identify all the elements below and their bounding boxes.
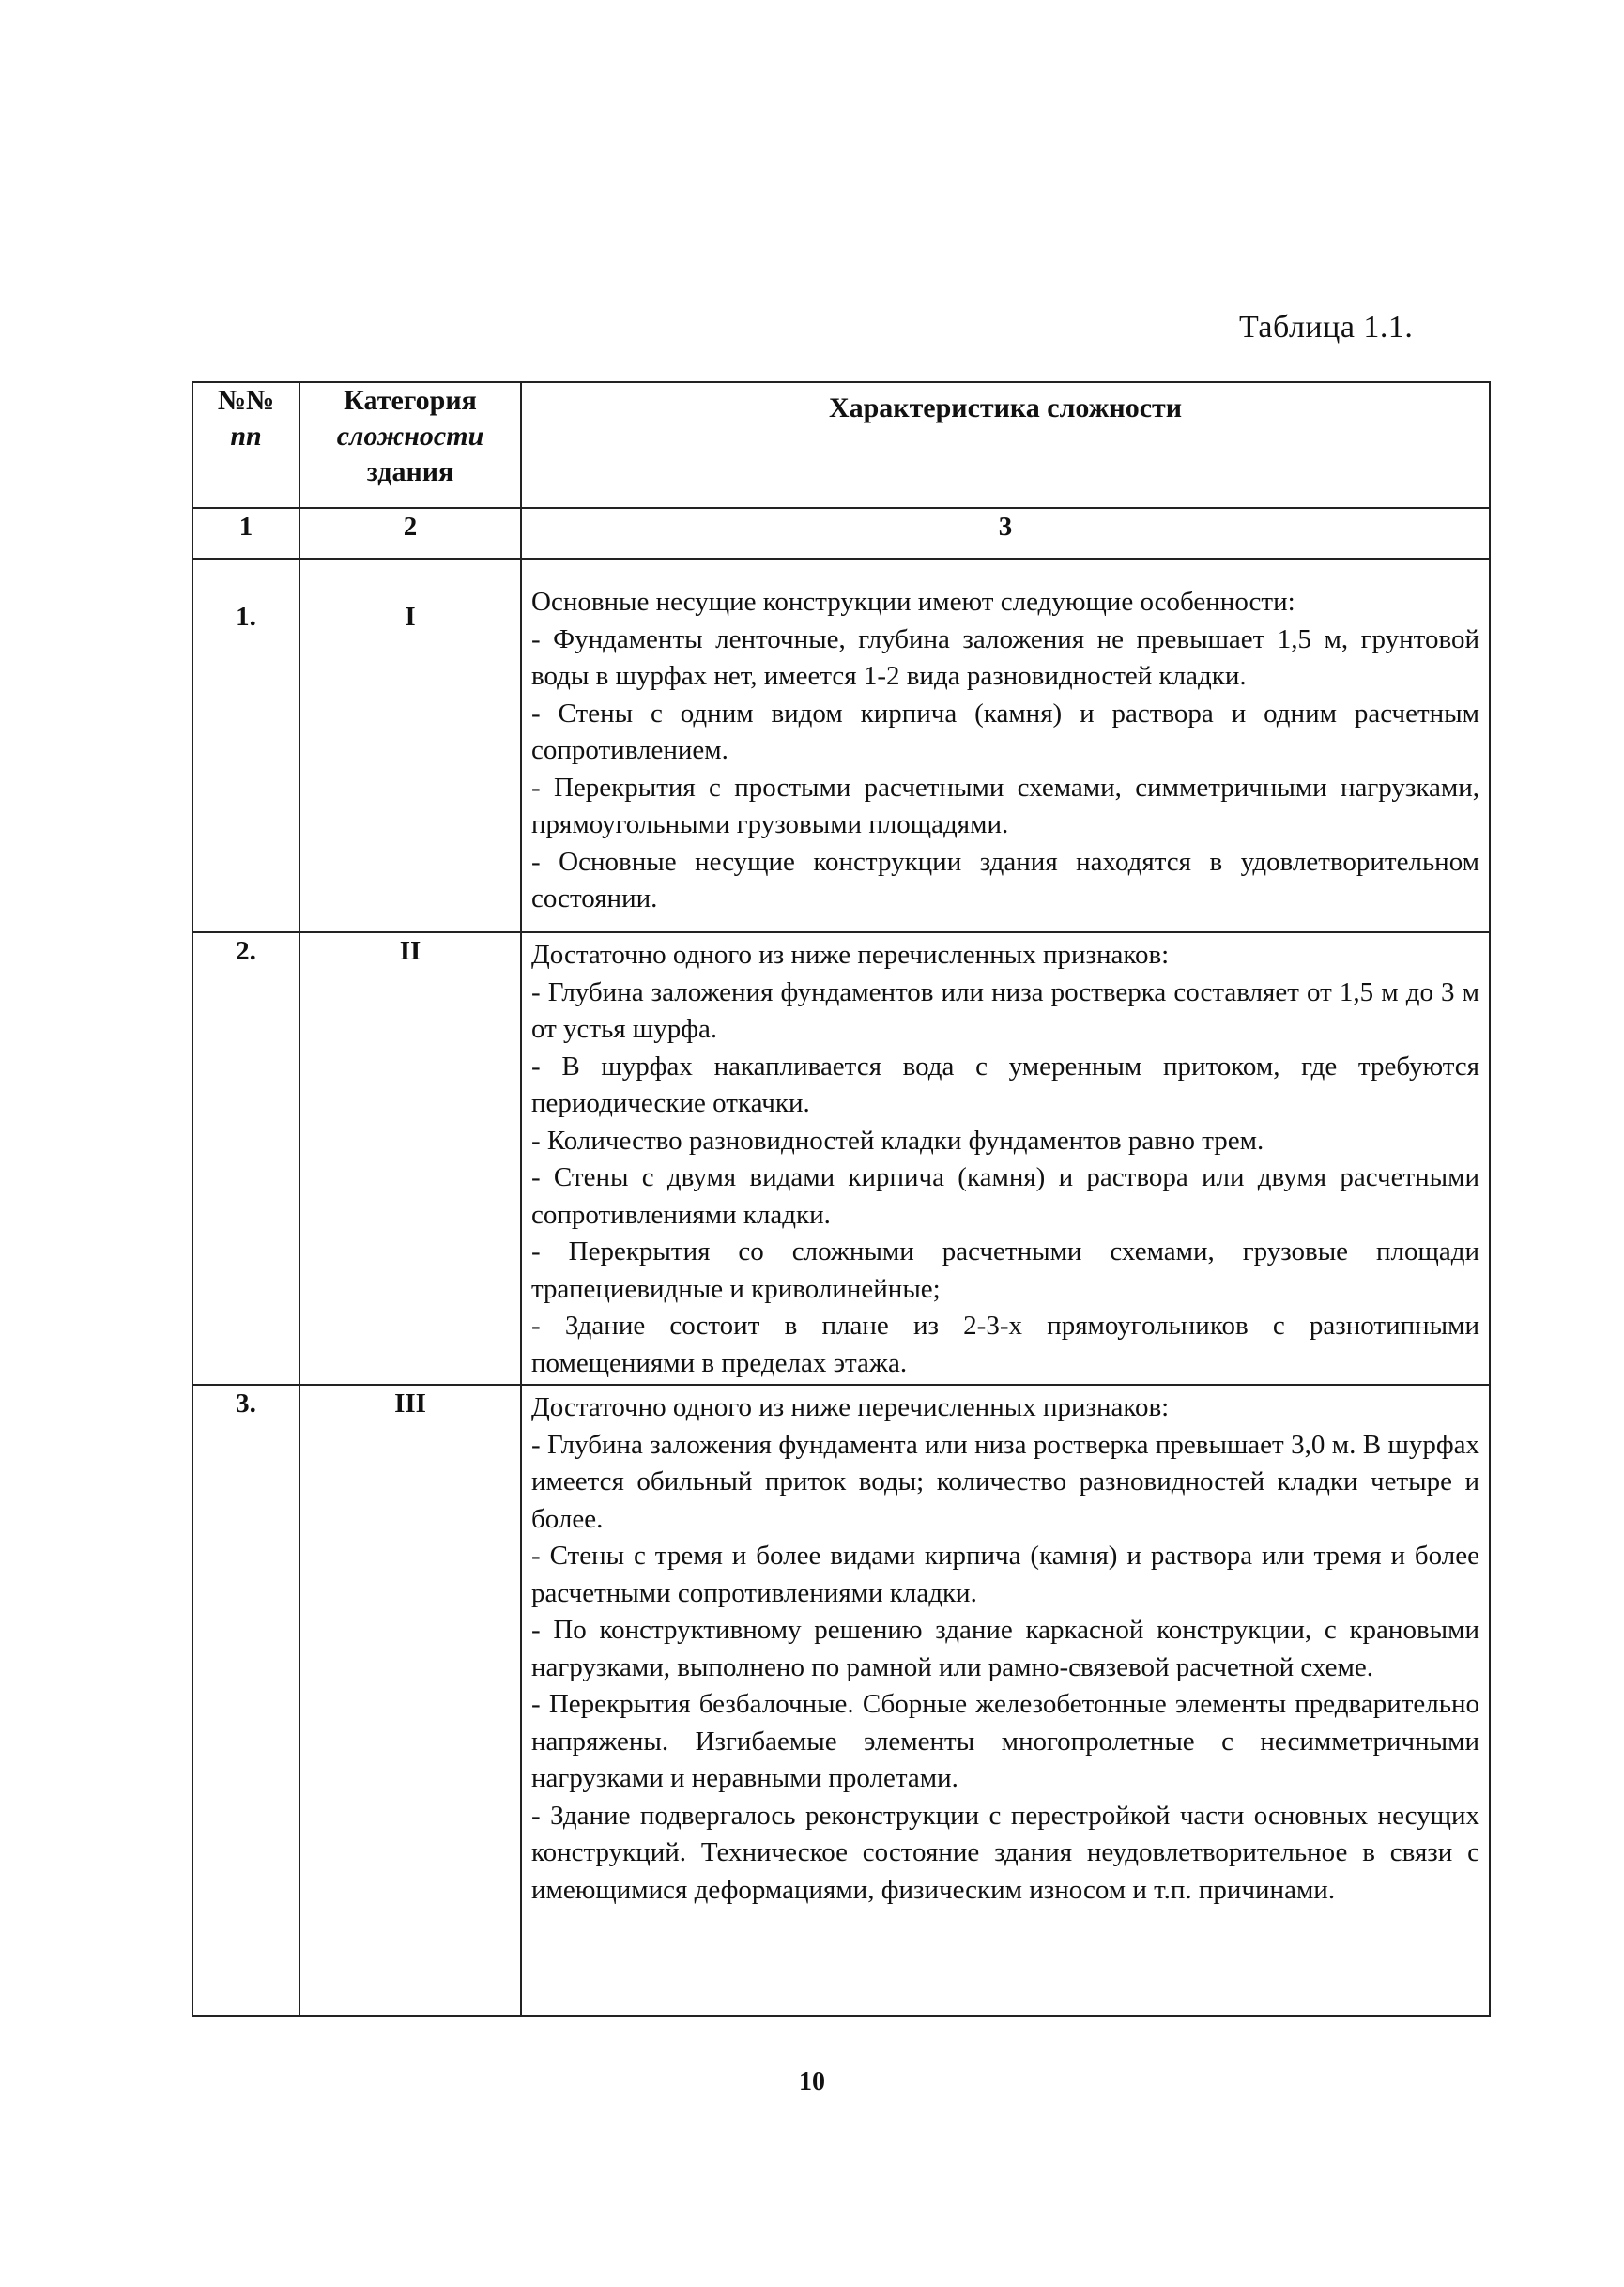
description-line: - Здание состоит в плане из 2-3-х прямоугольников с разнотипными помещениями в пределах этажа. xyxy=(531,1311,1479,1378)
description-line: - Количество разновидностей кладки фундаментов равно трем. xyxy=(531,1125,1264,1156)
header-category xyxy=(299,382,521,508)
header-category-line3: здания xyxy=(366,456,454,487)
description-line: - Основные несущие конструкции здания находятся в удовлетворительном состоянии. xyxy=(531,846,1479,913)
header-number-line1: №№ xyxy=(217,385,275,416)
row-category: III xyxy=(299,1385,521,2016)
description-line: - В шурфах накапливается вода с умеренным притоком, где требуются периодические откачки. xyxy=(531,1051,1479,1118)
header-characteristic: Характеристика сложности xyxy=(521,382,1490,508)
description-line: Достаточно одного из ниже перечисленных признаков: xyxy=(531,1392,1170,1422)
description-line: - Глубина заложения фундамента или низа ростверка превышает 3,0 м. В шурфах имеется обильный приток воды; количество разновидностей кладки четыре и более. xyxy=(531,1429,1479,1534)
table-caption: Таблица 1.1. xyxy=(1239,310,1414,345)
row-description xyxy=(521,1385,1490,2016)
header-category-line1: Категория xyxy=(344,385,477,416)
row-number: 1. xyxy=(192,559,299,932)
description-line: - Стены с одним видом кирпича (камня) и раствора и одним расчетным сопротивлением. xyxy=(531,698,1479,765)
table-row xyxy=(192,1385,1490,2016)
page-number: 10 xyxy=(799,2067,825,2096)
description-line: - Перекрытия с простыми расчетными схемами, симметричными нагрузками, прямоугольными грузовыми площадями. xyxy=(531,772,1479,839)
description-line: - Перекрытия безбалочные. Сборные железобетонные элементы предварительно напряжены. Изгибаемые элементы многопролетные с несимметричными нагрузками и неравными пролетами. xyxy=(531,1689,1479,1793)
table-row xyxy=(192,932,1490,1385)
row-number: 2. xyxy=(192,932,299,1385)
complexity-table xyxy=(192,381,1491,2017)
description-line: Основные несущие конструкции имеют следующие особенности: xyxy=(531,587,1295,617)
row-category: I xyxy=(299,559,521,932)
table-header-row xyxy=(192,382,1490,508)
description-line: - Фундаменты ленточные, глубина заложения не превышает 1,5 м, грунтовой воды в шурфах нет, имеется 1-2 вида разновидностей кладки. xyxy=(531,623,1479,691)
description-line: - Здание подвергалось реконструкции с перестройкой части основных несущих конструкций. Техническое состояние здания неудовлетворительное в связи с имеющимися деформациями, физическим износом и т.п. причинами. xyxy=(531,1800,1479,1905)
description-line: - Стены с тремя и более видами кирпича (камня) и раствора или тремя и более расчетными сопротивлениями кладки. xyxy=(531,1541,1479,1608)
header-category-line2: сложности xyxy=(336,421,484,452)
description-line: - Глубина заложения фундаментов или низа ростверка составляет от 1,5 м до 3 м от устья шурфа. xyxy=(531,976,1479,1044)
description-line: - По конструктивному решению здание каркасной конструкции, с крановыми нагрузками, выполнено по рамной или рамно-связевой расчетной схеме. xyxy=(531,1615,1479,1682)
header-number-line2: пп xyxy=(230,421,262,452)
row-description xyxy=(521,559,1490,932)
column-number-2: 2 xyxy=(299,508,521,559)
description-line: - Перекрытия со сложными расчетными схемами, грузовые площади трапециевидные и криволинейные; xyxy=(531,1236,1479,1304)
header-number xyxy=(192,382,299,508)
column-number-1: 1 xyxy=(192,508,299,559)
description-line: - Стены с двумя видами кирпича (камня) и раствора или двумя расчетными сопротивлениями кладки. xyxy=(531,1162,1479,1230)
row-category: II xyxy=(299,932,521,1385)
description-line: Достаточно одного из ниже перечисленных признаков: xyxy=(531,940,1170,970)
column-number-3: 3 xyxy=(521,508,1490,559)
table-row xyxy=(192,559,1490,932)
row-description xyxy=(521,932,1490,1385)
row-number: 3. xyxy=(192,1385,299,2016)
column-number-row xyxy=(192,508,1490,559)
